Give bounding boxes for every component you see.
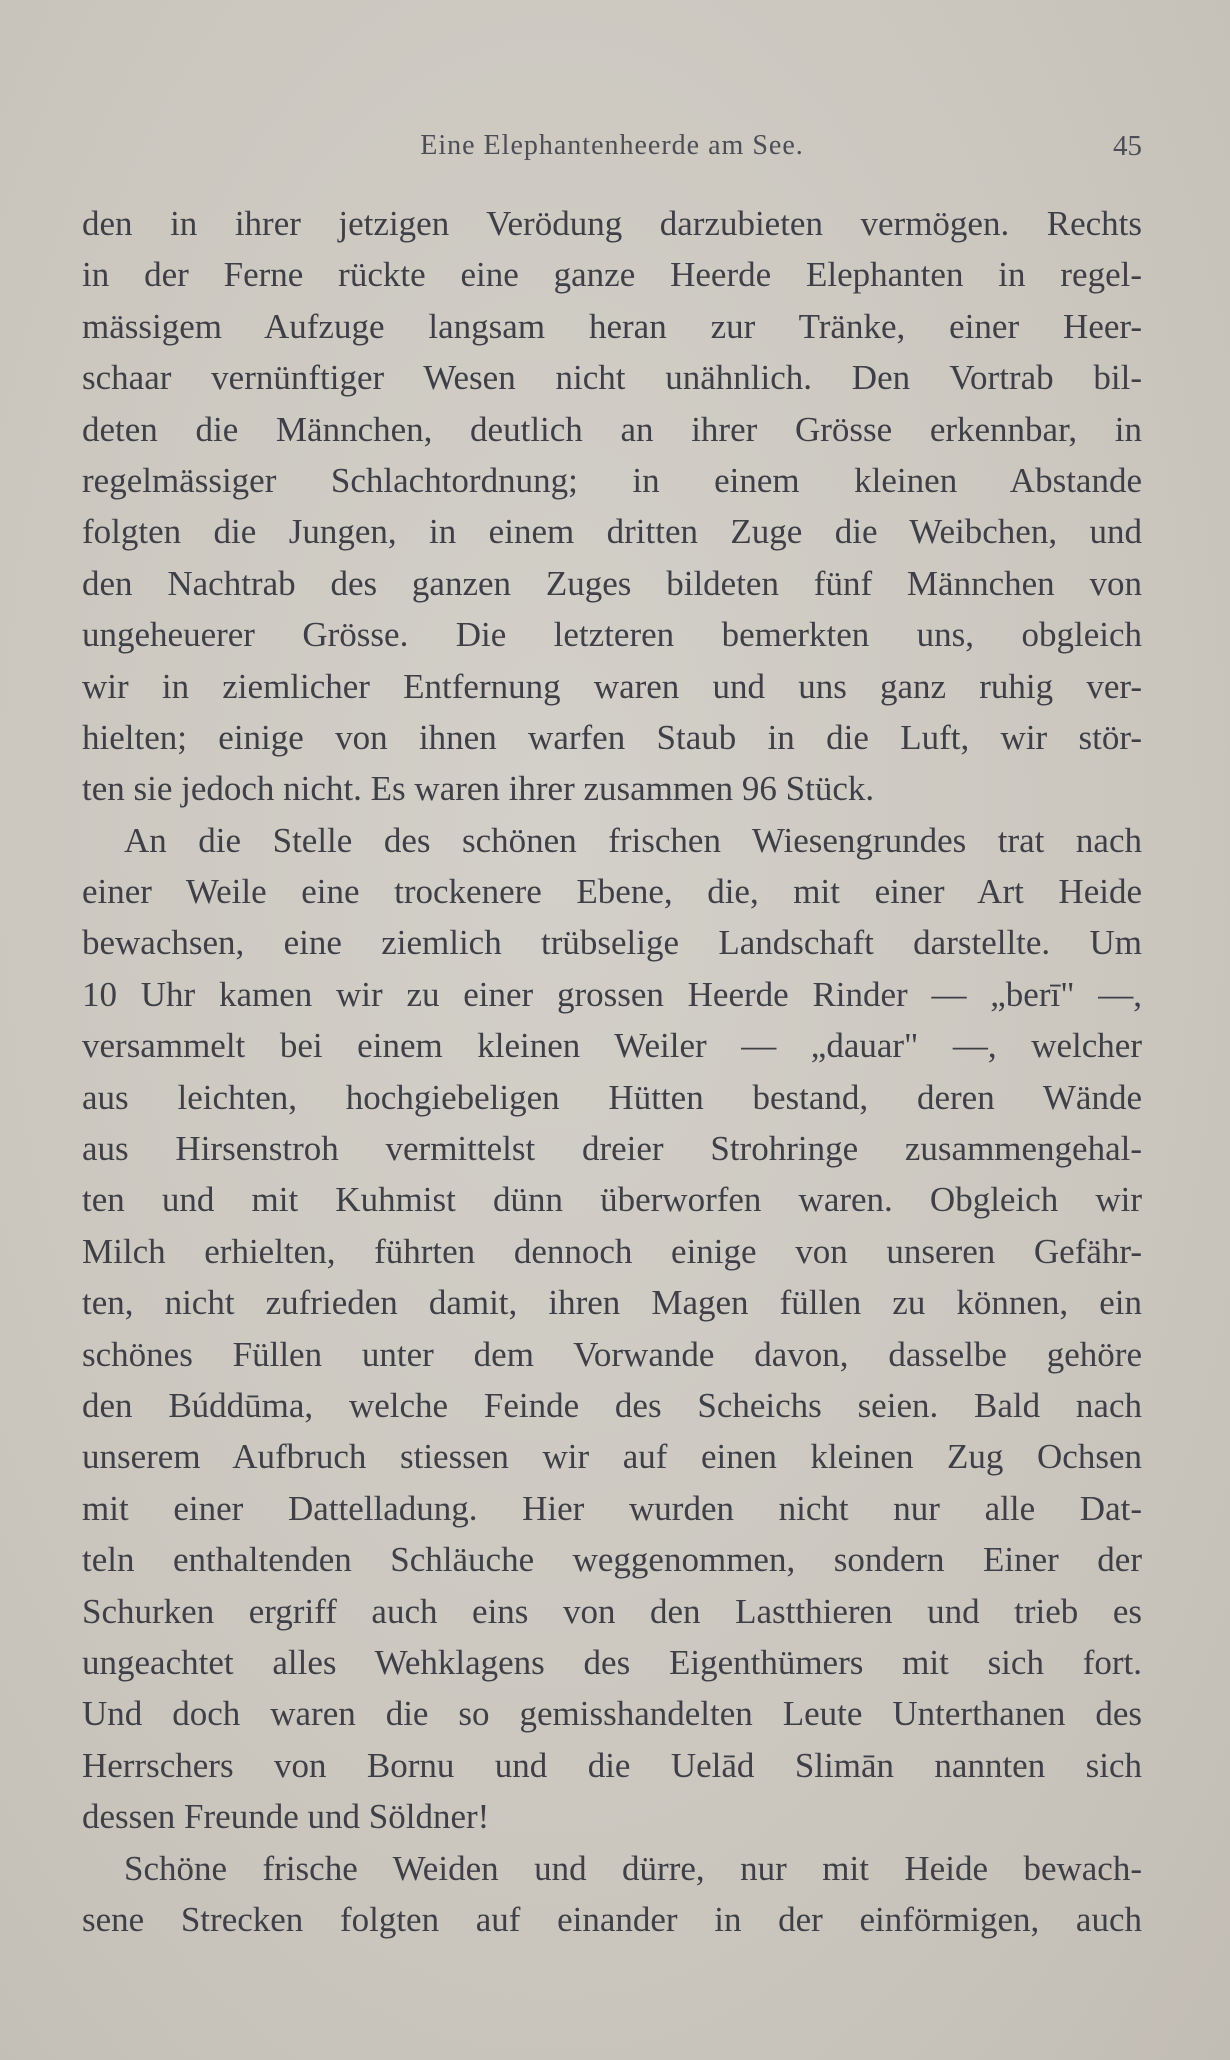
text-line: den Nachtrab des ganzen Zuges bildeten fünf Männchen von xyxy=(82,563,1142,603)
text-line: bewachsen, eine ziemlich trübselige Landschaft darstellte. Um xyxy=(82,923,1142,963)
text-line: ten und mit Kuhmist dünn überworfen waren. Obgleich wir xyxy=(82,1180,1142,1220)
text-line: den Búddūma, welche Feinde des Scheichs seien. Bald nach xyxy=(82,1385,1142,1425)
text-line: ungeheuerer Grösse. Die letzteren bemerkten uns, obgleich xyxy=(82,615,1142,655)
text-line: folgten die Jungen, in einem dritten Zuge die Weibchen, und xyxy=(82,512,1142,552)
text-line: ten, nicht zufrieden damit, ihren Magen füllen zu können, ein xyxy=(82,1283,1142,1323)
text-line: 10 Uhr kamen wir zu einer grossen Heerde Rinder — „berī" —, xyxy=(82,974,1142,1014)
text-line: Schöne frische Weiden und dürre, nur mit Heide bewach- xyxy=(124,1848,1142,1888)
running-title: Eine Elephantenheerde am See. xyxy=(420,130,804,161)
text-line: Und doch waren die so gemisshandelten Leute Unterthanen des xyxy=(82,1694,1142,1734)
text-line: mit einer Dattelladung. Hier wurden nicht nur alle Dat- xyxy=(82,1488,1142,1528)
text-line: in der Ferne rückte eine ganze Heerde Elephanten in regel- xyxy=(82,255,1142,295)
text-line: einer Weile eine trockenere Ebene, die, mit einer Art Heide xyxy=(82,872,1142,912)
text-line: unserem Aufbruch stiessen wir auf einen kleinen Zug Ochsen xyxy=(82,1437,1142,1477)
text-line: An die Stelle des schönen frischen Wiesengrundes trat nach xyxy=(124,820,1142,860)
page-number: 45 xyxy=(1113,130,1142,162)
text-line: wir in ziemlicher Entfernung waren und uns ganz ruhig ver- xyxy=(82,666,1142,706)
text-line: schönes Füllen unter dem Vorwande davon, dasselbe gehöre xyxy=(82,1334,1142,1374)
text-line: dessen Freunde und Söldner! xyxy=(82,1797,490,1837)
text-line: sene Strecken folgten auf einander in der einförmigen, auch xyxy=(82,1899,1142,1939)
text-line: den in ihrer jetzigen Verödung darzubieten vermögen. Rechts xyxy=(82,204,1142,243)
text-line: aus Hirsenstroh vermittelst dreier Strohringe zusammengehal- xyxy=(82,1129,1142,1169)
text-line: Schurken ergriff auch eins von den Lastthieren und trieb es xyxy=(82,1591,1142,1631)
text-line: regelmässiger Schlachtordnung; in einem kleinen Abstande xyxy=(82,460,1142,500)
text-line: versammelt bei einem kleinen Weiler — „dauar" —, welcher xyxy=(82,1026,1142,1066)
text-line: aus leichten, hochgiebeligen Hütten bestand, deren Wände xyxy=(82,1077,1142,1117)
text-line: teln enthaltenden Schläuche weggenommen, sondern Einer der xyxy=(82,1540,1142,1580)
text-line: mässigem Aufzuge langsam heran zur Tränke, einer Heer- xyxy=(82,306,1142,346)
text-line: hielten; einige von ihnen warfen Staub in die Luft, wir stör- xyxy=(82,717,1142,757)
text-line: ungeachtet alles Wehklagens des Eigenthümers mit sich fort. xyxy=(82,1642,1142,1682)
text-line: Herrschers von Bornu und die Uelād Slimān nannten sich xyxy=(82,1745,1142,1785)
page-header xyxy=(82,130,1142,170)
text-line: schaar vernünftiger Wesen nicht unähnlich. Den Vortrab bil- xyxy=(82,358,1142,398)
body-text xyxy=(82,198,1142,1945)
text-line: ten sie jedoch nicht. Es waren ihrer zusammen 96 Stück. xyxy=(82,769,875,809)
text-line: Milch erhielten, führten dennoch einige von unseren Gefähr- xyxy=(82,1231,1142,1271)
text-line: deten die Männchen, deutlich an ihrer Grösse erkennbar, in xyxy=(82,409,1142,449)
